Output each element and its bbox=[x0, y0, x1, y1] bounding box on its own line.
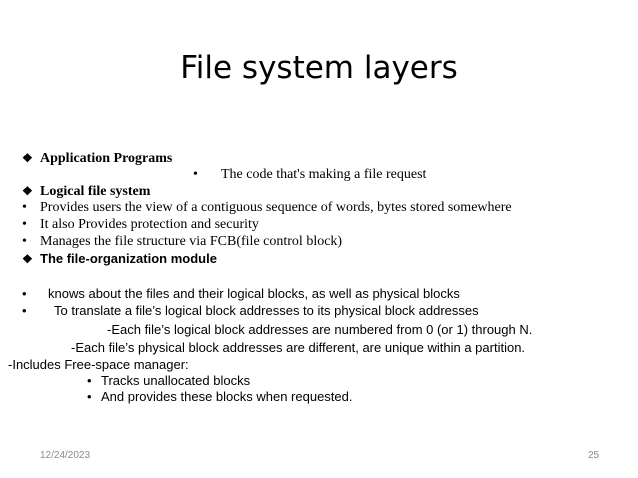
item-text: The file-organization module bbox=[40, 251, 217, 266]
text-free-space: -Includes Free-space manager: bbox=[8, 357, 189, 372]
bullet-icon: • bbox=[87, 373, 92, 388]
item-text: It also Provides protection and security bbox=[40, 217, 259, 232]
item-text: Provides users the view of a contiguous sequence of words, bytes stored somewhere bbox=[40, 200, 512, 215]
bullet-icon: • bbox=[22, 234, 27, 249]
list-item-tracks bbox=[87, 373, 250, 389]
diamond-bullet-icon: ❖ bbox=[22, 184, 33, 198]
list-item-translate bbox=[22, 303, 479, 319]
item-text: Application Programs bbox=[40, 151, 173, 166]
bullet-icon: • bbox=[22, 200, 27, 215]
item-text: And provides these blocks when requested. bbox=[101, 389, 353, 404]
diamond-bullet-icon: ❖ bbox=[22, 151, 33, 165]
item-text: The code that's making a file request bbox=[221, 167, 427, 182]
footer-date: 12/24/2023 bbox=[40, 450, 91, 461]
page-number: 25 bbox=[588, 450, 600, 461]
text-physical-unique: -Each file’s physical block addresses are different, are unique within a partition. bbox=[71, 340, 526, 355]
bullet-icon: • bbox=[87, 389, 92, 404]
item-text: To translate a file’s logical block addresses to its physical block addresses bbox=[54, 303, 479, 318]
text-logical-numbered: -Each file’s logical block addresses are numbered from 0 (or 1) through N. bbox=[107, 322, 533, 337]
list-item-knows bbox=[22, 286, 460, 302]
diamond-bullet-icon: ❖ bbox=[22, 252, 33, 266]
slide-title: File system layers bbox=[180, 50, 458, 86]
list-item-protection bbox=[22, 217, 259, 233]
bullet-icon: • bbox=[22, 303, 27, 318]
bullet-icon: • bbox=[22, 217, 27, 232]
list-item-application-programs bbox=[22, 150, 172, 167]
item-text: Tracks unallocated blocks bbox=[101, 373, 251, 388]
list-item-provides-blocks bbox=[87, 389, 353, 405]
item-text: Logical file system bbox=[40, 184, 151, 199]
list-item-fcb bbox=[22, 234, 342, 250]
list-item-logical-file-system bbox=[22, 183, 150, 200]
bullet-icon: • bbox=[22, 286, 27, 301]
list-item-code-request bbox=[193, 167, 426, 183]
item-text: knows about the files and their logical blocks, as well as physical blocks bbox=[48, 286, 460, 301]
list-item-file-organization bbox=[22, 251, 217, 267]
item-text: Manages the file structure via FCB(file control block) bbox=[40, 234, 343, 249]
bullet-icon: • bbox=[193, 167, 198, 182]
list-item-provides-view bbox=[22, 200, 512, 216]
